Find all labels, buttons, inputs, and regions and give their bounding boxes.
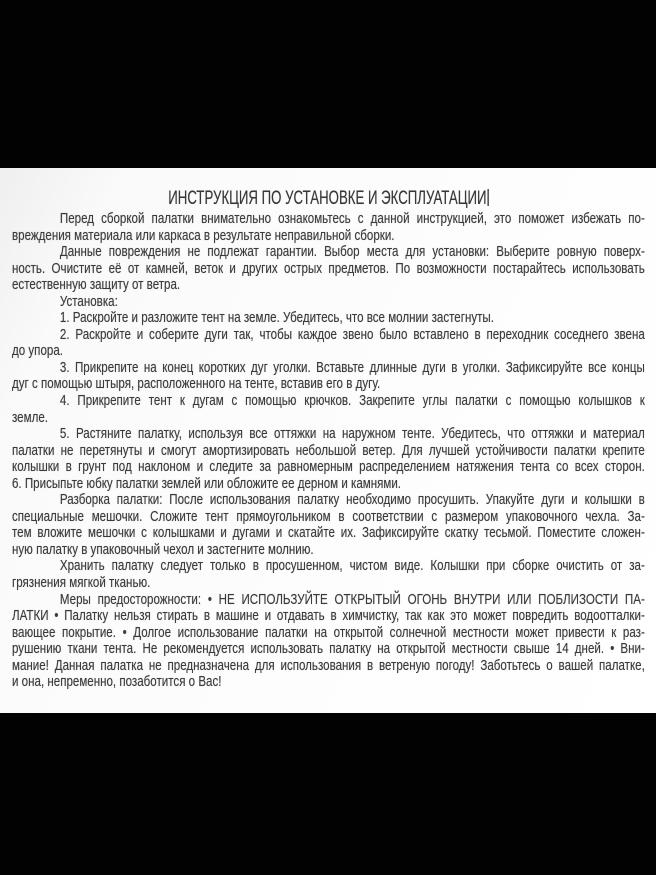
document-page — [0, 168, 656, 713]
text-line: 2. Раскройте и соберите дуги так, чтобы каждое звено было вставлено в переходник соседнего звена — [59, 326, 645, 343]
text-line: 4. Прикрепите тент к дугам с помощью крючков. Закрепите углы палатки с помощью колышков к — [59, 393, 645, 410]
paragraphs-container — [12, 211, 645, 691]
text-line: Перед сборкой палатки внимательно ознакомьтесь с данной инструкцией, это поможет избежать по- — [59, 211, 645, 227]
text-line: вреждения материала или каркаса в результате неправильной сборки. — [12, 227, 395, 244]
text-line: мание! Данная палатка не предназначена для использования в ветреную погоду! Заботьтесь о вашей палатке, — [12, 657, 645, 674]
text-line: рушению ткани тента. Не рекомендуется использовать палатку на открытой местности свыше 14 дней. • Вни- — [12, 641, 645, 658]
text-line: грязнения мягкой тканью. — [12, 575, 151, 592]
text-line: специальные мешочки. Сложите тент прямоугольником в соответствии с размером упаковочного чехла. За- — [12, 508, 645, 525]
text-line: колышки в грунт под наклоном и следите за равномерным распределением натяжения тента со всех сторон. — [12, 459, 645, 476]
document-content — [12, 187, 645, 691]
text-line: палатки не перетянуты и смогут амортизировать небольшой ветер. Для лучшей устойчивости палатки крепите — [12, 442, 645, 459]
text-line: Разборка палатки: После использования палатку необходимо просушить. Упакуйте дуги и колышки в — [59, 492, 645, 509]
text-line: земле. — [12, 409, 48, 426]
text-line: дуг с помощью штыря, расположенного на тенте, вставив его в дугу. — [12, 376, 381, 393]
text-line: естественную защиту от ветра. — [12, 277, 181, 294]
document-title — [59, 187, 597, 210]
text-line: до упора. — [12, 343, 63, 360]
text-line: 5. Растяните палатку, используя все оттяжки на наружном тенте. Убедитесь, что оттяжки и материал — [59, 426, 645, 443]
text-line: ную палатку в упаковочный чехол и застегните молнию. — [12, 541, 314, 558]
text-line: тем вложите мешочки с колышками и дугами и скатайте их. Зафиксируйте скатку тесьмой. Поместите сложен- — [12, 525, 645, 542]
text-line: Установка: — [59, 293, 118, 310]
text-line: 1. Раскройте и разложите тент на земле. Убедитесь, что все молнии застегнуты. — [59, 310, 494, 327]
text-line: Хранить палатку следует только в просушенном, чистом виде. Колышки при сборке очистить от за- — [59, 558, 645, 575]
text-line: 3. Прикрепите на конец коротких дуг уголки. Вставьте длинные дуги в уголки. Зафиксируйте все концы — [59, 359, 645, 376]
text-line: вающее покрытие. • Долгое использование палатки на открытой солнечной местности может привести к раз- — [12, 624, 645, 641]
text-line: ность. Очистите её от камней, веток и других острых предметов. По возможности постарайтесь использовать — [12, 260, 645, 277]
document-title-text: ИНСТРУКЦИЯ ПО УСТАНОВКЕ И ЭКСПЛУАТАЦИИ — [168, 187, 487, 209]
text-line: Данные повреждения не подлежат гарантии. Выбор места для установки: Выберите ровную поверх- — [59, 244, 645, 261]
text-line: и она, непременно, позаботится о Вас! — [12, 674, 222, 691]
text-line: ЛАТКИ • Палатку нельзя стирать в машине и отдавать в химчистку, так как это может повредить водоотталки- — [12, 608, 645, 625]
text-line: 6. Присыпьте юбку палатки землей или обложите ее дерном и камнями. — [12, 475, 402, 492]
text-line: Меры предосторожности: • НЕ ИСПОЛЬЗУЙТЕ ОТКРЫТЫЙ ОГОНЬ ВНУТРИ ИЛИ ПОБЛИЗОСТИ ПА- — [59, 591, 645, 608]
text-cursor-icon — [487, 189, 488, 206]
